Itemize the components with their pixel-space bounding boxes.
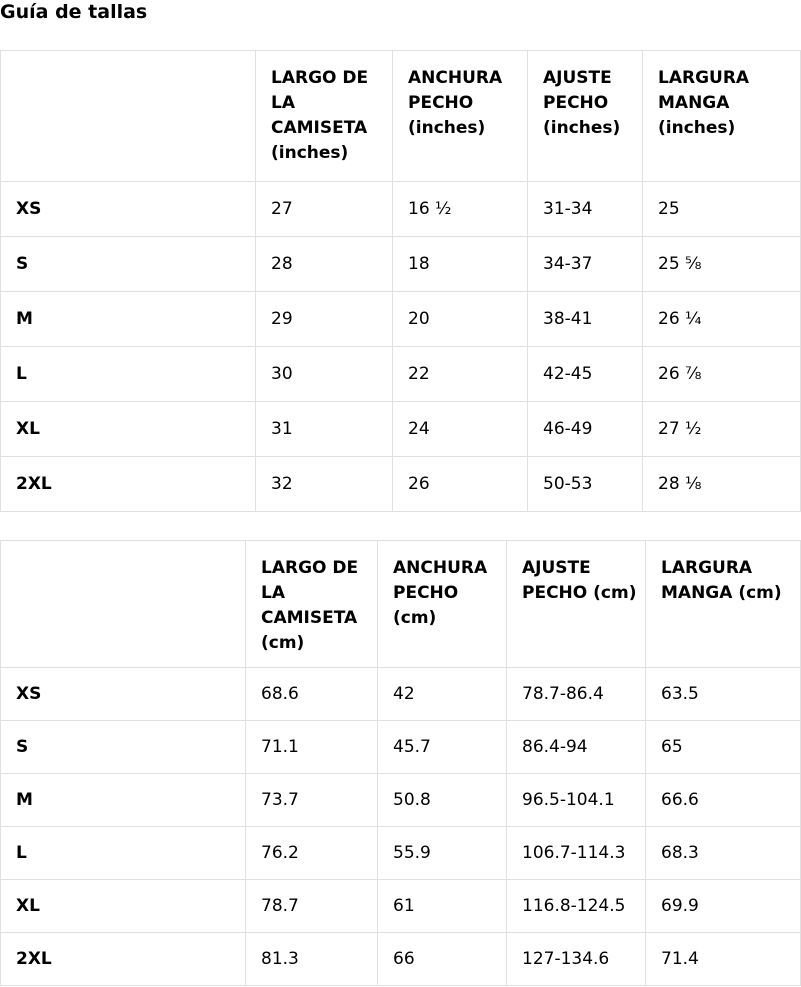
- table-row: [1, 457, 801, 512]
- page-title: Guía de tallas: [0, 1, 148, 23]
- header-cell-chest-width: ANCHURA PECHO (cm): [378, 541, 507, 668]
- table-cell: 18: [393, 237, 528, 292]
- header-row: [1, 51, 801, 182]
- header-row: [1, 541, 801, 668]
- table-cell: 65: [646, 721, 801, 774]
- size-cell: XS: [1, 668, 246, 721]
- table-cell: 96.5-104.1: [507, 774, 646, 827]
- table-cell: 16 ½: [393, 182, 528, 237]
- table-row: [1, 292, 801, 347]
- table-row: [1, 721, 801, 774]
- table-cell: 50.8: [378, 774, 507, 827]
- table-row: [1, 827, 801, 880]
- table-cell: 29: [256, 292, 393, 347]
- table-cell: 34-37: [528, 237, 643, 292]
- table-cell: 66.6: [646, 774, 801, 827]
- size-table-cm-wrapper: [0, 540, 782, 987]
- table-cell: 78.7-86.4: [507, 668, 646, 721]
- size-cell: XL: [1, 880, 246, 933]
- header-cell-chest-width: ANCHURA PECHO (inches): [393, 51, 528, 182]
- table-cell: 50-53: [528, 457, 643, 512]
- size-table-inches-wrapper: [0, 50, 750, 512]
- table-cell: 32: [256, 457, 393, 512]
- table-cell: 81.3: [246, 933, 378, 986]
- table-cell: 68.3: [646, 827, 801, 880]
- table-cell: 25: [643, 182, 801, 237]
- size-cell: 2XL: [1, 933, 246, 986]
- table-cell: 127-134.6: [507, 933, 646, 986]
- table-cell: 116.8-124.5: [507, 880, 646, 933]
- table-row: [1, 933, 801, 986]
- header-cell-size: [1, 541, 246, 668]
- table-cell: 45.7: [378, 721, 507, 774]
- table-cell: 25 ⅝: [643, 237, 801, 292]
- table-cell: 86.4-94: [507, 721, 646, 774]
- size-cell: L: [1, 827, 246, 880]
- table-cell: 78.7: [246, 880, 378, 933]
- table-cell: 46-49: [528, 402, 643, 457]
- table-cell: 27 ½: [643, 402, 801, 457]
- table-cell: 27: [256, 182, 393, 237]
- table-row: [1, 402, 801, 457]
- size-cell: 2XL: [1, 457, 256, 512]
- header-cell-shirt-length: LARGO DE LA CAMISETA (cm): [246, 541, 378, 668]
- table-cell: 42-45: [528, 347, 643, 402]
- table-row: [1, 880, 801, 933]
- header-cell-size: [1, 51, 256, 182]
- table-cell: 31: [256, 402, 393, 457]
- table-cell: 24: [393, 402, 528, 457]
- table-cell: 71.4: [646, 933, 801, 986]
- size-cell: S: [1, 237, 256, 292]
- size-table-inches: [0, 50, 801, 512]
- table-cell: 61: [378, 880, 507, 933]
- table-row: [1, 668, 801, 721]
- table-row: [1, 774, 801, 827]
- table-cell: 68.6: [246, 668, 378, 721]
- size-cell: M: [1, 292, 256, 347]
- size-table-cm: [0, 540, 801, 986]
- size-cell: L: [1, 347, 256, 402]
- table-cell: 42: [378, 668, 507, 721]
- table-cell: 26 ¼: [643, 292, 801, 347]
- size-cell: XS: [1, 182, 256, 237]
- table-cell: 66: [378, 933, 507, 986]
- table-cell: 30: [256, 347, 393, 402]
- header-cell-chest-fit: AJUSTE PECHO (cm): [507, 541, 646, 668]
- size-cell: XL: [1, 402, 256, 457]
- table-cell: 28: [256, 237, 393, 292]
- table-cell: 22: [393, 347, 528, 402]
- table-cell: 26 ⅞: [643, 347, 801, 402]
- table-cell: 31-34: [528, 182, 643, 237]
- header-cell-chest-fit: AJUSTE PECHO (inches): [528, 51, 643, 182]
- table-row: [1, 182, 801, 237]
- table-row: [1, 237, 801, 292]
- table-cell: 73.7: [246, 774, 378, 827]
- table-row: [1, 347, 801, 402]
- header-cell-sleeve-length: LARGURA MANGA (inches): [643, 51, 801, 182]
- table-cell: 20: [393, 292, 528, 347]
- table-cell: 106.7-114.3: [507, 827, 646, 880]
- table-cell: 71.1: [246, 721, 378, 774]
- table-cell: 76.2: [246, 827, 378, 880]
- header-cell-sleeve-length: LARGURA MANGA (cm): [646, 541, 801, 668]
- header-cell-shirt-length: LARGO DE LA CAMISETA (inches): [256, 51, 393, 182]
- table-cell: 69.9: [646, 880, 801, 933]
- size-cell: M: [1, 774, 246, 827]
- table-cell: 55.9: [378, 827, 507, 880]
- table-cell: 26: [393, 457, 528, 512]
- table-cell: 28 ⅛: [643, 457, 801, 512]
- table-cell: 38-41: [528, 292, 643, 347]
- table-cell: 63.5: [646, 668, 801, 721]
- size-cell: S: [1, 721, 246, 774]
